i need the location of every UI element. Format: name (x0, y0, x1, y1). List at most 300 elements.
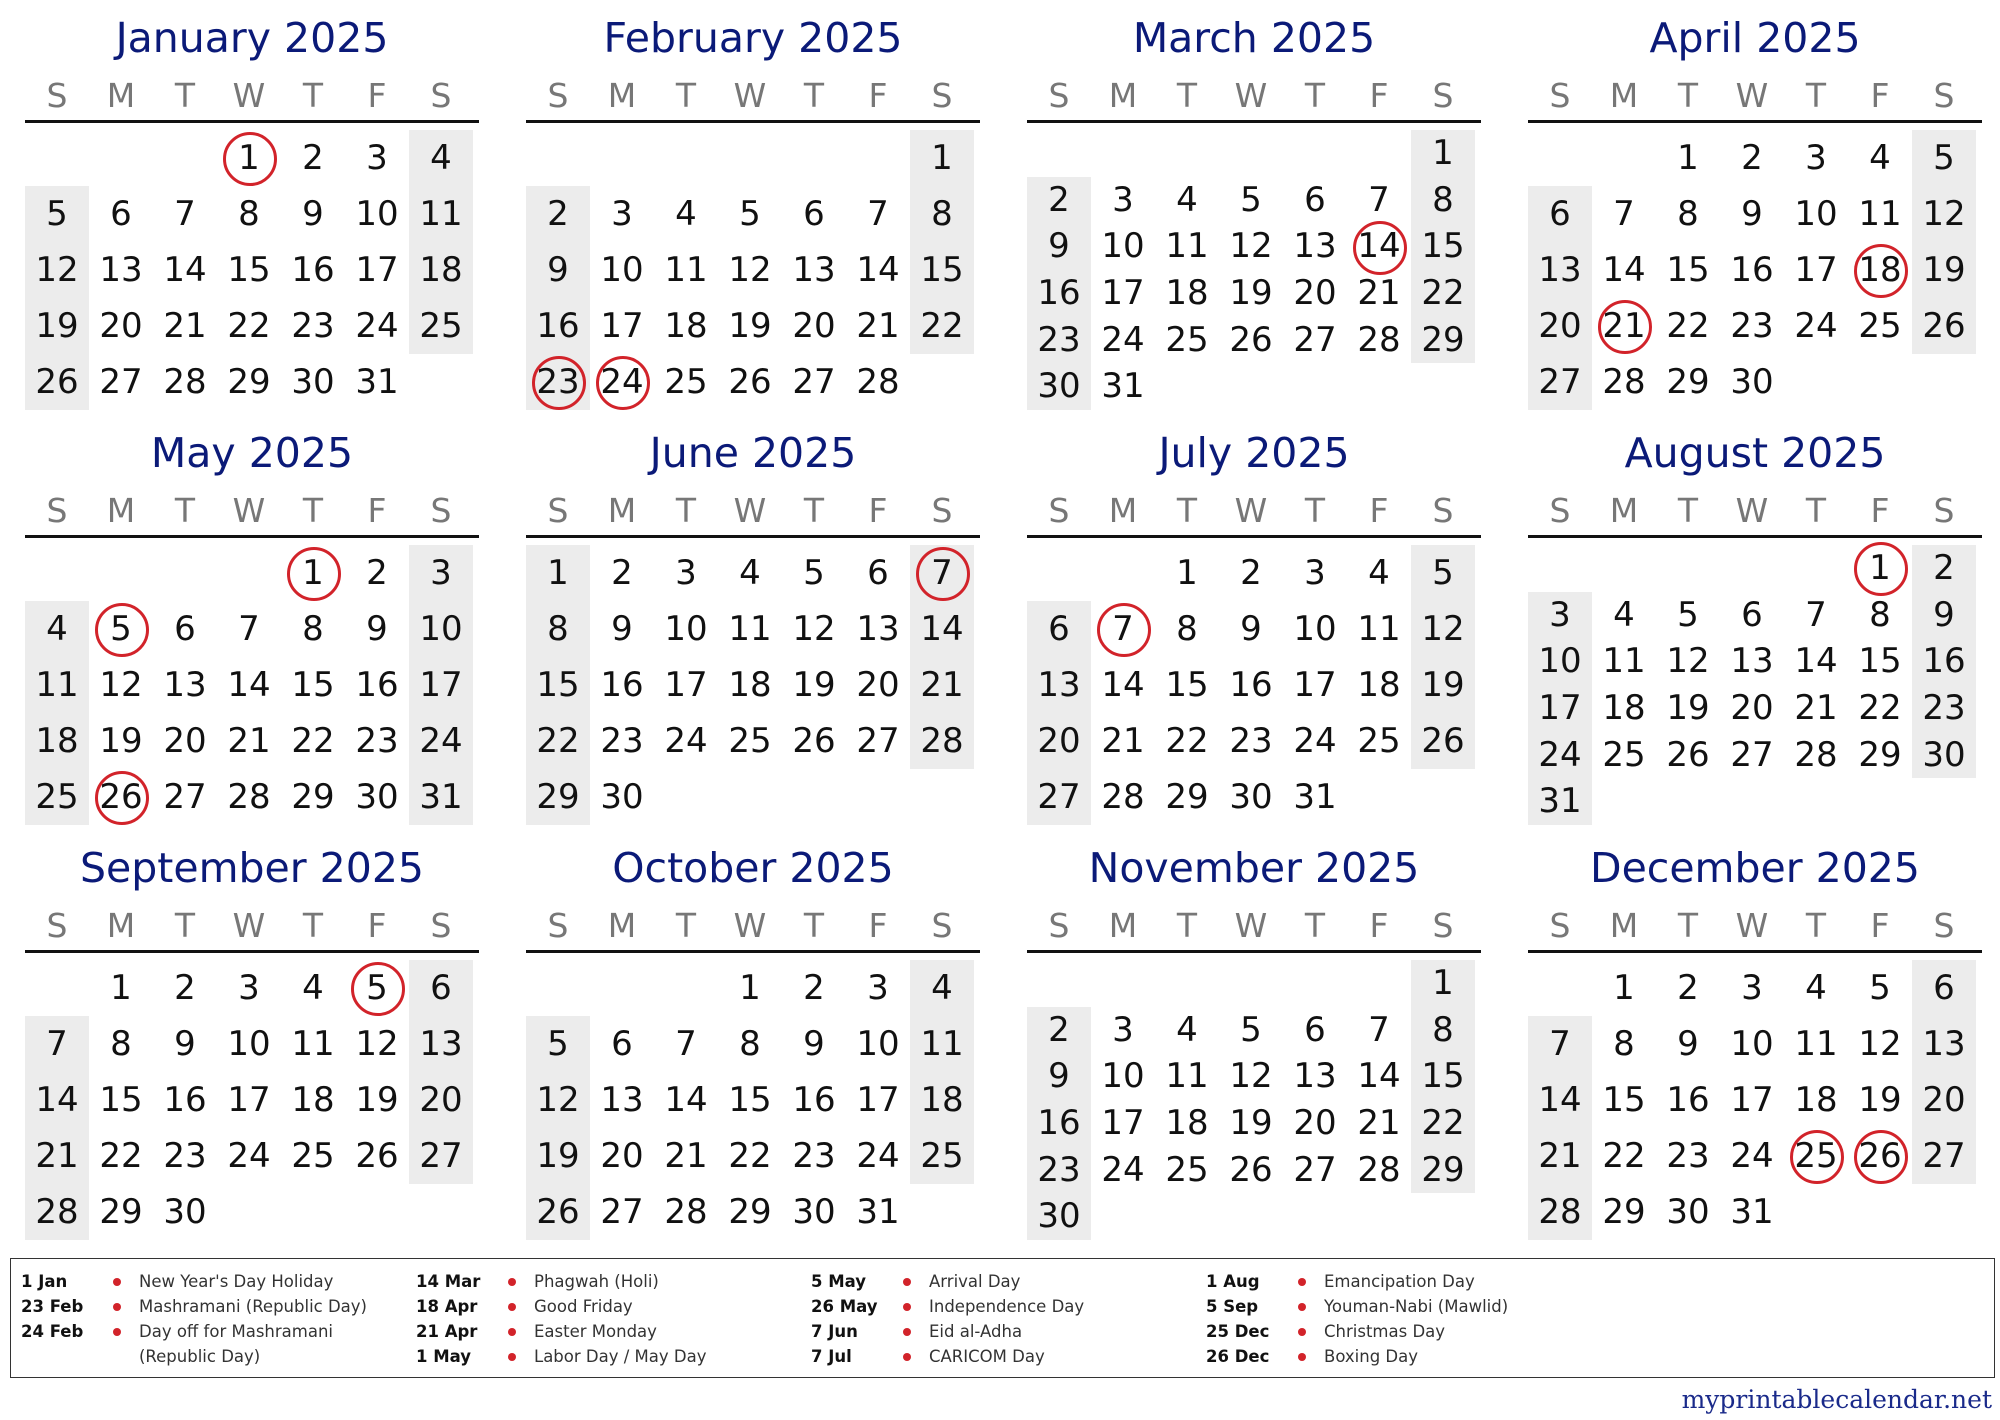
calendar-day (718, 1072, 782, 1128)
day-number: 15 (99, 1080, 143, 1120)
weekday-label: S (1933, 906, 1955, 945)
weekday-label: T (302, 76, 324, 115)
day-number: 20 (792, 306, 836, 346)
weekday-label: T (1176, 76, 1198, 115)
legend-holiday-name: CARICOM Day (929, 1347, 1045, 1366)
calendar-day (1155, 177, 1219, 224)
calendar-day (217, 1128, 281, 1184)
day-number: 11 (419, 194, 463, 234)
day-number: 26 (355, 1136, 399, 1176)
legend-item (1206, 1319, 1596, 1344)
calendar-day (1091, 270, 1155, 317)
day-number: 15 (728, 1080, 772, 1120)
calendar-day (1219, 1100, 1283, 1147)
holiday-dot-icon (113, 1328, 121, 1336)
weekday-label: W (1735, 906, 1769, 945)
holiday-date (217, 130, 281, 186)
calendar-day (718, 657, 782, 713)
weekday-label: S (46, 906, 68, 945)
calendar-day (1528, 1072, 1592, 1128)
calendar-day (281, 1016, 345, 1072)
calendar-day (654, 545, 718, 601)
day-number: 22 (227, 306, 271, 346)
weekday-label: T (302, 906, 324, 945)
weekday-header (1027, 491, 1481, 531)
day-number: 3 (366, 138, 388, 178)
day-number: 28 (1538, 1192, 1582, 1232)
calendar-day (1592, 592, 1656, 639)
legend-date: 24 Feb (21, 1322, 84, 1341)
legend-date: 25 Dec (1206, 1322, 1270, 1341)
day-number: 1 (547, 553, 569, 593)
calendar-day (1091, 363, 1155, 410)
day-number: 6 (1304, 1009, 1326, 1050)
calendar-day (217, 713, 281, 769)
day-number: 9 (366, 609, 388, 649)
day-number: 3 (1741, 968, 1763, 1008)
calendar-day (345, 354, 409, 410)
holiday-date (1592, 298, 1656, 354)
calendar-day (1155, 1007, 1219, 1054)
calendar-day (526, 657, 590, 713)
day-number: 2 (547, 194, 569, 234)
calendar-day (1592, 186, 1656, 242)
calendar-day (281, 354, 345, 410)
calendar-day (1656, 960, 1720, 1016)
calendar-day (526, 1128, 590, 1184)
calendar-day (409, 1128, 473, 1184)
weekday-label: F (1870, 76, 1890, 115)
calendar-day (153, 769, 217, 825)
calendar-day (1091, 769, 1155, 825)
calendar-day (217, 1072, 281, 1128)
weekday-label: M (1108, 491, 1138, 530)
weekday-label: S (430, 76, 452, 115)
day-number: 26 (1229, 319, 1273, 360)
day-number: 23 (1037, 1149, 1081, 1190)
legend-date: 5 Sep (1206, 1297, 1259, 1316)
day-number: 9 (803, 1024, 825, 1064)
calendar-day (910, 1072, 974, 1128)
calendar-day (846, 354, 910, 410)
calendar-day (1656, 1072, 1720, 1128)
day-number: 31 (355, 362, 399, 402)
holiday-dot-icon (903, 1278, 911, 1286)
day-number: 11 (1794, 1024, 1838, 1064)
day-number: 21 (1357, 273, 1401, 313)
weekday-label: S (931, 491, 953, 530)
day-number: 23 (1730, 306, 1774, 346)
weekday-label: M (607, 906, 637, 945)
day-number: 30 (355, 777, 399, 817)
calendar-day (846, 1072, 910, 1128)
calendar-day (217, 657, 281, 713)
weekday-label: T (1176, 491, 1198, 530)
calendar-day (345, 1072, 409, 1128)
calendar-day (1411, 1007, 1475, 1054)
legend-item (21, 1294, 411, 1319)
calendar-day (718, 1184, 782, 1240)
day-number: 18 (1794, 1080, 1838, 1120)
weekday-label: S (430, 906, 452, 945)
calendar-day (1027, 1007, 1091, 1054)
site-url[interactable]: myprintablecalendar.net (1681, 1385, 1992, 1414)
month-title: December 2025 (1590, 844, 1920, 892)
weekday-label: M (607, 491, 637, 530)
calendar-day (1592, 732, 1656, 779)
month-title: October 2025 (612, 844, 894, 892)
calendar-day (1347, 657, 1411, 713)
calendar-day (846, 298, 910, 354)
weekday-label: T (675, 906, 697, 945)
calendar-day (1784, 592, 1848, 639)
day-number: 19 (1421, 665, 1465, 705)
weekday-label: W (1234, 491, 1268, 530)
month-calendar (1528, 0, 1982, 400)
calendar-day (1219, 601, 1283, 657)
day-number: 27 (1293, 319, 1337, 360)
calendar-day (846, 242, 910, 298)
day-number: 13 (856, 609, 900, 649)
weekday-label: W (733, 76, 767, 115)
calendar-day (782, 354, 846, 410)
day-number: 4 (1176, 1009, 1198, 1050)
calendar-day (782, 960, 846, 1016)
calendar-day (782, 657, 846, 713)
day-number: 20 (1293, 273, 1337, 313)
calendar-day (910, 1016, 974, 1072)
weekday-label: T (1176, 906, 1198, 945)
day-number: 20 (856, 665, 900, 705)
day-number: 5 (1432, 553, 1454, 593)
weekday-label: S (1048, 906, 1070, 945)
weekday-label: W (1234, 906, 1268, 945)
calendar-day (1528, 638, 1592, 685)
day-number: 12 (35, 250, 79, 290)
day-number: 29 (99, 1192, 143, 1232)
weekday-header (1528, 906, 1982, 946)
holiday-dot-icon (113, 1303, 121, 1311)
day-number: 2 (302, 138, 324, 178)
calendar-day (345, 130, 409, 186)
weekday-header (1027, 906, 1481, 946)
day-number: 3 (238, 968, 260, 1008)
calendar-day (910, 242, 974, 298)
legend-holiday-name: Phagwah (Holi) (534, 1272, 659, 1291)
calendar-day (1219, 317, 1283, 364)
day-number: 4 (46, 609, 68, 649)
legend-date: 26 May (811, 1297, 878, 1316)
day-number: 27 (792, 362, 836, 402)
holiday-date (345, 960, 409, 1016)
weekday-label: S (1549, 906, 1571, 945)
day-number: 6 (803, 194, 825, 234)
weekday-label: S (931, 906, 953, 945)
weekday-label: M (1609, 906, 1639, 945)
month-calendar (1027, 830, 1481, 1237)
calendar-day (153, 298, 217, 354)
month-calendar (25, 0, 479, 400)
day-number: 26 (1421, 721, 1465, 761)
day-number: 28 (1794, 734, 1838, 775)
day-number: 17 (355, 250, 399, 290)
day-number: 21 (163, 306, 207, 346)
calendar-day (654, 186, 718, 242)
day-number: 29 (227, 362, 271, 402)
header-divider (25, 535, 479, 538)
calendar-day (654, 1128, 718, 1184)
day-number: 9 (1048, 1056, 1070, 1097)
day-number: 4 (1805, 968, 1827, 1008)
calendar-day (1784, 1072, 1848, 1128)
day-number: 31 (1538, 781, 1582, 822)
calendar-day (1091, 1053, 1155, 1100)
day-number: 19 (792, 665, 836, 705)
weekday-label: F (1369, 76, 1389, 115)
day-number: 28 (1357, 1149, 1401, 1190)
day-number: 6 (1304, 179, 1326, 220)
calendar-day (782, 545, 846, 601)
day-number: 3 (1304, 553, 1326, 593)
day-number: 26 (1922, 306, 1966, 346)
day-number: 19 (355, 1080, 399, 1120)
day-number: 9 (1048, 226, 1070, 267)
calendar-day (782, 1072, 846, 1128)
calendar-day (1347, 317, 1411, 364)
calendar-day (1219, 1147, 1283, 1194)
day-number: 15 (1421, 1056, 1465, 1097)
legend-column-4 (1206, 1269, 1596, 1369)
day-number: 10 (1538, 641, 1582, 682)
calendar-day (1155, 1053, 1219, 1100)
day-number: 15 (1421, 226, 1465, 267)
calendar-day (153, 713, 217, 769)
calendar-day (782, 601, 846, 657)
day-number: 17 (664, 665, 708, 705)
day-number: 24 (1538, 734, 1582, 775)
day-number: 26 (728, 362, 772, 402)
calendar-day (281, 769, 345, 825)
calendar-day (1656, 354, 1720, 410)
day-number: 18 (291, 1080, 335, 1120)
weekday-label: T (174, 76, 196, 115)
day-number: 12 (536, 1080, 580, 1120)
day-number: 21 (664, 1136, 708, 1176)
holiday-dot-icon (903, 1353, 911, 1361)
calendar-day (281, 601, 345, 657)
day-number: 16 (1666, 1080, 1710, 1120)
day-number: 23 (1229, 721, 1273, 761)
day-number: 28 (664, 1192, 708, 1232)
legend-holiday-name: New Year's Day Holiday (139, 1272, 334, 1291)
day-number: 13 (99, 250, 143, 290)
day-number: 30 (1666, 1192, 1710, 1232)
day-number: 25 (1165, 1149, 1209, 1190)
day-number: 17 (600, 306, 644, 346)
calendar-day (1528, 778, 1592, 825)
holiday-dot-icon (508, 1353, 516, 1361)
day-number: 24 (1101, 1149, 1145, 1190)
day-number: 21 (1101, 721, 1145, 761)
legend-item (21, 1269, 411, 1294)
day-number: 1 (302, 553, 324, 593)
calendar-day (1528, 1016, 1592, 1072)
legend-holiday-name: Independence Day (929, 1297, 1085, 1316)
day-number: 18 (1602, 688, 1646, 728)
weekday-label: T (1677, 906, 1699, 945)
holiday-dot-icon (1298, 1328, 1306, 1336)
calendar-day (1720, 298, 1784, 354)
weekday-label: S (931, 76, 953, 115)
legend-holiday-name: Youman-Nabi (Mawlid) (1324, 1297, 1509, 1316)
calendar-day (590, 713, 654, 769)
weekday-label: M (607, 76, 637, 115)
calendar-day (1528, 354, 1592, 410)
calendar-day (25, 298, 89, 354)
day-number: 6 (174, 609, 196, 649)
day-number: 24 (856, 1136, 900, 1176)
calendar-day (590, 1016, 654, 1072)
day-number: 12 (1421, 609, 1465, 649)
legend-date: 23 Feb (21, 1297, 84, 1316)
day-number: 15 (1666, 250, 1710, 290)
weekday-label: T (803, 491, 825, 530)
month-calendar (526, 415, 980, 815)
calendar-day (89, 960, 153, 1016)
day-number: 23 (163, 1136, 207, 1176)
day-number: 2 (1240, 553, 1262, 593)
calendar-day (718, 601, 782, 657)
calendar-day (345, 298, 409, 354)
day-number: 30 (291, 362, 335, 402)
holiday-date (590, 354, 654, 410)
calendar-day (1784, 130, 1848, 186)
day-number: 1 (1677, 138, 1699, 178)
calendar-day (1027, 177, 1091, 224)
day-number: 18 (920, 1080, 964, 1120)
day-number: 27 (419, 1136, 463, 1176)
day-number: 22 (728, 1136, 772, 1176)
weekday-label: T (803, 906, 825, 945)
calendar-day (1528, 1184, 1592, 1240)
calendar-day (590, 657, 654, 713)
calendar-day (654, 354, 718, 410)
day-number: 28 (163, 362, 207, 402)
calendar-day (1656, 1184, 1720, 1240)
holiday-date (1784, 1128, 1848, 1184)
calendar-day (1219, 223, 1283, 270)
day-number: 17 (1101, 273, 1145, 313)
day-number: 10 (419, 609, 463, 649)
calendar-day (1720, 1128, 1784, 1184)
day-number: 12 (1229, 1056, 1273, 1097)
month-calendar (1528, 830, 1982, 1230)
calendar-day (1411, 657, 1475, 713)
day-number: 25 (728, 721, 772, 761)
day-number: 25 (1794, 1136, 1838, 1176)
month-calendar (526, 830, 980, 1230)
calendar-day (1720, 638, 1784, 685)
calendar-day (782, 186, 846, 242)
calendar-day (1155, 317, 1219, 364)
legend-holiday-name: Emancipation Day (1324, 1272, 1475, 1291)
day-number: 7 (1549, 1024, 1571, 1064)
calendar-day (1848, 298, 1912, 354)
calendar-day (1283, 223, 1347, 270)
day-number: 14 (1357, 226, 1401, 267)
legend-item (1206, 1269, 1596, 1294)
calendar-day (345, 657, 409, 713)
weekday-label: S (547, 906, 569, 945)
legend-holiday-name: Boxing Day (1324, 1347, 1419, 1366)
weekday-label: T (1805, 491, 1827, 530)
day-number: 31 (1730, 1192, 1774, 1232)
weekday-label: F (868, 76, 888, 115)
calendar-day (345, 601, 409, 657)
calendar-day (846, 713, 910, 769)
day-number: 4 (430, 138, 452, 178)
calendar-day (217, 769, 281, 825)
day-number: 17 (1538, 688, 1582, 728)
day-number: 20 (163, 721, 207, 761)
calendar-day (409, 186, 473, 242)
weekday-label: W (232, 76, 266, 115)
legend-item (416, 1319, 806, 1344)
day-number: 8 (1432, 179, 1454, 220)
calendar-day (910, 130, 974, 186)
day-number: 24 (227, 1136, 271, 1176)
day-number: 30 (1037, 366, 1081, 407)
day-number: 9 (611, 609, 633, 649)
day-number: 6 (1549, 194, 1571, 234)
day-number: 31 (1101, 366, 1145, 407)
holiday-dot-icon (1298, 1303, 1306, 1311)
day-number: 10 (355, 194, 399, 234)
day-number: 14 (227, 665, 271, 705)
day-number: 7 (1368, 1009, 1390, 1050)
day-number: 1 (1176, 553, 1198, 593)
calendar-day (1411, 1147, 1475, 1194)
month-title: April 2025 (1649, 14, 1861, 62)
day-number: 23 (1922, 688, 1966, 728)
calendar-day (718, 1016, 782, 1072)
day-number: 22 (1858, 688, 1902, 728)
day-number: 29 (1602, 1192, 1646, 1232)
day-number: 11 (291, 1024, 335, 1064)
day-number: 29 (1165, 777, 1209, 817)
day-number: 16 (792, 1080, 836, 1120)
calendar-day (153, 960, 217, 1016)
day-number: 10 (664, 609, 708, 649)
calendar-day (1656, 186, 1720, 242)
day-number: 4 (1869, 138, 1891, 178)
holiday-dot-icon (508, 1328, 516, 1336)
day-number: 29 (536, 777, 580, 817)
day-number: 13 (1293, 1056, 1337, 1097)
calendar-day (1592, 1072, 1656, 1128)
weekday-label: F (868, 906, 888, 945)
calendar-day (345, 713, 409, 769)
calendar-day (217, 186, 281, 242)
day-number: 14 (35, 1080, 79, 1120)
day-number: 27 (163, 777, 207, 817)
day-number: 15 (536, 665, 580, 705)
calendar-day (409, 960, 473, 1016)
calendar-day (153, 1128, 217, 1184)
day-number: 14 (664, 1080, 708, 1120)
month-title: January 2025 (115, 14, 389, 62)
calendar-day (409, 769, 473, 825)
